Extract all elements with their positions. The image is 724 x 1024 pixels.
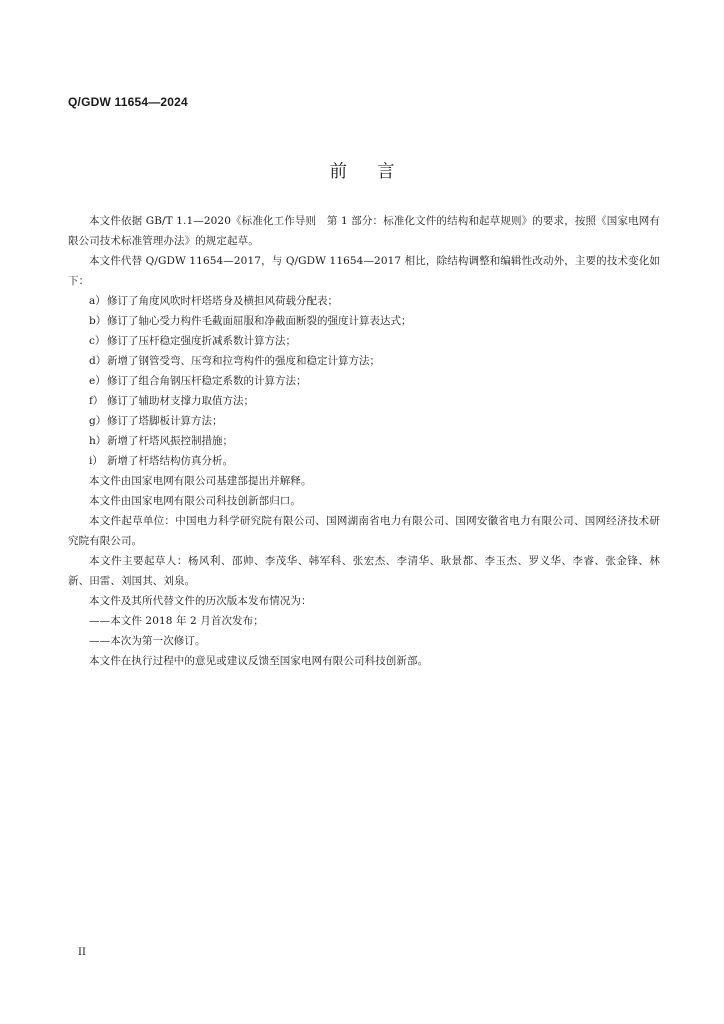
list-item	[68, 371, 660, 391]
list-item-text: 修订了压杆稳定强度折减系数计算方法；	[107, 335, 296, 347]
paragraph-basis: 本文件依据 GB/T 1.1—2020《标准化工作导则 第 1 部分：标准化文件的结构和起草规则》的要求，按照《国家电网有限公司技术标准管理办法》的规定起草。	[68, 215, 660, 247]
paragraph-drafters: 本文件主要起草人：杨风利、邵帅、李茂华、韩军科、张宏杰、李清华、耿景都、李玉杰、罗义华、李睿、张金锋、林新、田雷、刘国其、刘泉。	[68, 555, 660, 587]
paragraph-proposer: 本文件由国家电网有限公司基建部提出并解释。	[89, 475, 312, 487]
list-item-text: 新增了钢管受弯、压弯和拉弯构件的强度和稳定计算方法；	[107, 355, 380, 367]
list-marker: c）	[89, 335, 106, 347]
document-code: Q/GDW 11654—2024	[68, 95, 188, 109]
history-item: ——本文件 2018 年 2 月首次发布；	[89, 615, 264, 627]
page-number: II	[78, 947, 86, 958]
list-item-text: 修订了组合角钢压杆稳定系数的计算方法；	[107, 375, 307, 387]
list-marker: f）	[89, 395, 104, 407]
list-marker: h）	[89, 435, 107, 447]
list-item-text: 新增了杆塔结构仿真分析。	[107, 455, 233, 467]
paragraph-feedback: 本文件在执行过程中的意见或建议反馈至国家电网有限公司科技创新部。	[89, 655, 429, 667]
paragraph-administrator: 本文件由国家电网有限公司科技创新部归口。	[89, 495, 301, 507]
list-item	[68, 451, 660, 471]
list-item	[68, 291, 660, 311]
page-title: 前言	[329, 162, 425, 182]
list-item	[68, 411, 660, 431]
paragraph-history-intro: 本文件及其所代替文件的历次版本发布情况为：	[89, 595, 312, 607]
history-item: ——本次为第一次修订。	[89, 635, 206, 647]
list-marker: i）	[89, 455, 103, 467]
list-item-text: 新增了杆塔风振控制措施；	[107, 435, 233, 447]
list-item	[68, 431, 660, 451]
list-marker: g）	[89, 415, 107, 427]
list-item	[68, 391, 660, 411]
list-item-text: 修订了轴心受力构件毛截面屈服和净截面断裂的强度计算表达式；	[107, 315, 412, 327]
changes-list	[68, 291, 660, 471]
list-marker: b）	[89, 315, 107, 327]
list-item	[68, 311, 660, 331]
list-item-text: 修订了辅助材支撑力取值方法；	[107, 395, 254, 407]
foreword-body	[68, 211, 660, 671]
list-marker: d）	[89, 355, 107, 367]
paragraph-drafting-units: 本文件起草单位：中国电力科学研究院有限公司、国网湖南省电力有限公司、国网安徽省电力有限公司、国网经济技术研究院有限公司。	[68, 515, 660, 547]
list-item-text: 修订了塔脚板计算方法；	[107, 415, 223, 427]
list-marker: a）	[89, 295, 106, 307]
paragraph-replacement: 本文件代替 Q/GDW 11654—2017，与 Q/GDW 11654—2017 相比，除结构调整和编辑性改动外，主要的技术变化如下：	[68, 255, 660, 287]
list-item	[68, 351, 660, 371]
list-item-text: 修订了角度风吹时杆塔塔身及横担风荷载分配表；	[107, 295, 338, 307]
list-item	[68, 331, 660, 351]
list-marker: e）	[89, 375, 106, 387]
